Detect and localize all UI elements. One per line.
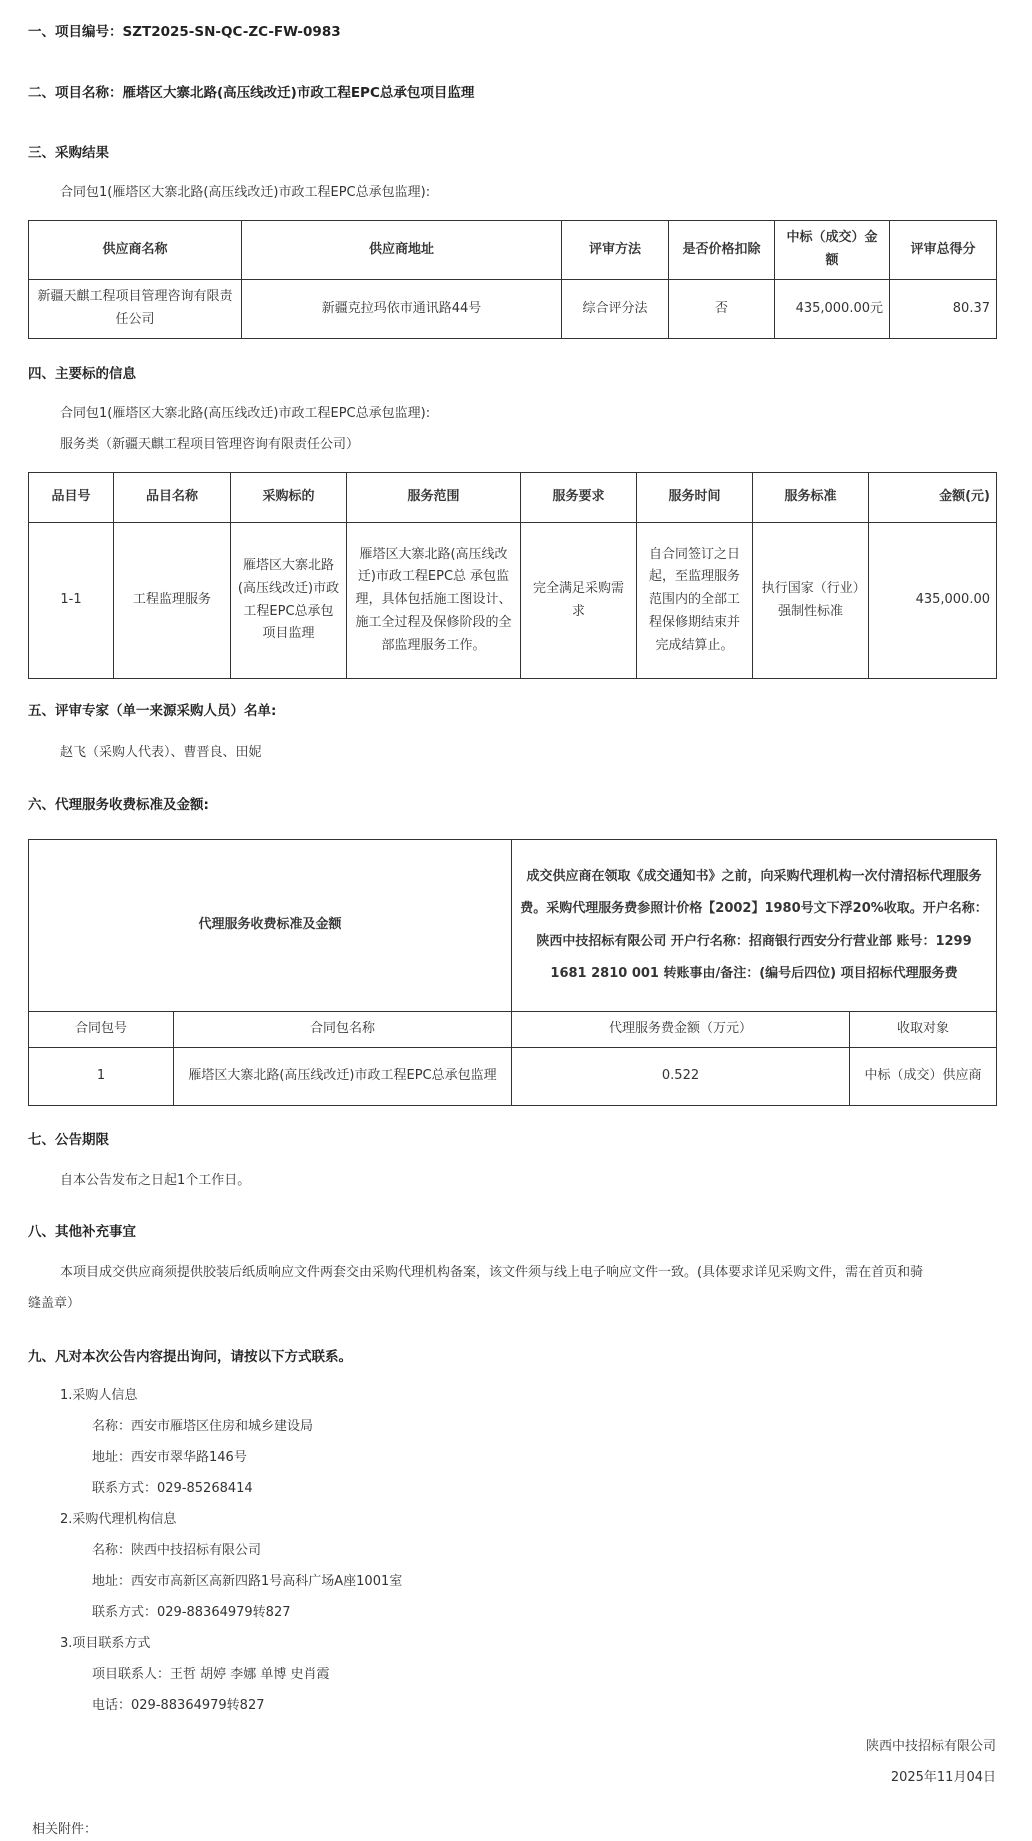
header-package-no: 合同包号 xyxy=(29,1012,174,1048)
cell-supplier-address: 新疆克拉玛依市通讯路44号 xyxy=(242,280,562,339)
section8-title: 八、其他补充事宜 xyxy=(28,1224,136,1240)
header-price-deduction: 是否价格扣除 xyxy=(669,221,775,280)
attachments-label: 相关附件： xyxy=(32,1822,98,1837)
cell-charge-target: 中标（成交）供应商 xyxy=(850,1048,997,1106)
fee-standard-label: 代理服务收费标准及金额 xyxy=(29,840,512,1012)
section6-title: 六、代理服务收费标准及金额: xyxy=(28,797,209,813)
project-contact-phone: 电话：029-88364979转827 xyxy=(92,1698,265,1713)
project-number xyxy=(28,22,341,44)
header-service-scope: 服务范围 xyxy=(347,473,521,523)
section3-package: 合同包1(雁塔区大寨北路(高压线改迁)市政工程EPC总承包监理): xyxy=(60,185,431,200)
table-header-row xyxy=(29,1012,997,1048)
cell-price-deduction: 否 xyxy=(669,280,775,339)
announcement-period: 自本公告发布之日起1个工作日。 xyxy=(60,1173,251,1188)
agency-address: 地址：西安市高新区高新四路1号高科广场A座1001室 xyxy=(92,1574,403,1589)
project-contact-people: 项目联系人：王哲 胡婷 李娜 单博 史肖霞 xyxy=(92,1667,330,1682)
header-service-time: 服务时间 xyxy=(637,473,753,523)
header-item-name: 品目名称 xyxy=(114,473,231,523)
project-number-label: 一、项目编号： xyxy=(28,24,123,40)
fee-standard-notice: 成交供应商在领取《成交通知书》之前，向采购代理机构一次付清招标代理服务费。采购代理服务费参照计价格【2002】1980号文下浮20%收取。开户名称：陕西中技招标有限公司 开户行名称：招商银行西安分行营业部 账号：1299 1681 2810 001 转账事由/备注：(编号后四位) 项目招标代理服务费 xyxy=(512,840,997,1012)
section5-title: 五、评审专家（单一来源采购人员）名单: xyxy=(28,703,277,719)
header-procurement-subject: 采购标的 xyxy=(231,473,347,523)
header-award-amount: 中标（成交）金额 xyxy=(775,221,890,280)
project-contact-heading: 3.项目联系方式 xyxy=(60,1636,151,1651)
table-header-row xyxy=(29,221,997,280)
cell-procurement-subject: 雁塔区大寨北路(高压线改迁)市政工程EPC总承包项目监理 xyxy=(231,523,347,679)
footer-organization: 陕西中技招标有限公司 xyxy=(865,1739,996,1754)
header-supplier-name: 供应商名称 xyxy=(29,221,242,280)
section4-category: 服务类（新疆天麒工程项目管理咨询有限责任公司） xyxy=(60,437,360,452)
purchaser-address: 地址：西安市翠华路146号 xyxy=(92,1450,247,1465)
purchaser-name: 名称：西安市雁塔区住房和城乡建设局 xyxy=(92,1419,314,1434)
cell-service-scope: 雁塔区大寨北路(高压线改迁)市政工程EPC总 承包监理，具体包括施工图设计、施工全过程及保修阶段的全部监理服务工作。 xyxy=(347,523,521,679)
cell-service-standard: 执行国家（行业）强制性标准 xyxy=(753,523,869,679)
supplement-line-1: 本项目成交供应商须提供胶装后纸质响应文件两套交由采购代理机构备案，该文件须与线上电子响应文件一致。(具体要求详见采购文件，需在首页和骑 xyxy=(60,1265,924,1280)
header-amount: 金额(元) xyxy=(869,473,997,523)
cell-review-method: 综合评分法 xyxy=(562,280,669,339)
section3-title: 三、采购结果 xyxy=(28,145,109,161)
cell-item-no: 1-1 xyxy=(29,523,114,679)
purchaser-contact: 联系方式：029-85268414 xyxy=(92,1481,253,1496)
cell-total-score: 80.37 xyxy=(890,280,997,339)
cell-package-name: 雁塔区大寨北路(高压线改迁)市政工程EPC总承包监理 xyxy=(174,1048,512,1106)
agency-info-heading: 2.采购代理机构信息 xyxy=(60,1512,177,1527)
project-number-value: SZT2025-SN-QC-ZC-FW-0983 xyxy=(122,24,341,40)
project-name-label: 二、项目名称： xyxy=(28,85,123,101)
cell-package-no: 1 xyxy=(29,1048,174,1106)
header-item-no: 品目号 xyxy=(29,473,114,523)
section7-title: 七、公告期限 xyxy=(28,1132,109,1148)
agency-name: 名称：陕西中技招标有限公司 xyxy=(92,1543,262,1558)
procurement-result-table xyxy=(28,220,997,339)
cell-item-name: 工程监理服务 xyxy=(114,523,231,679)
header-review-method: 评审方法 xyxy=(562,221,669,280)
agency-fee-table xyxy=(28,839,997,1106)
supplement-line-2: 缝盖章） xyxy=(28,1296,81,1311)
cell-amount: 435,000.00 xyxy=(869,523,997,679)
header-supplier-address: 供应商地址 xyxy=(242,221,562,280)
table-row xyxy=(29,280,997,339)
section4-package: 合同包1(雁塔区大寨北路(高压线改迁)市政工程EPC总承包监理): xyxy=(60,406,431,421)
agency-contact: 联系方式：029-88364979转827 xyxy=(92,1605,291,1620)
section9-title: 九、凡对本次公告内容提出询问，请按以下方式联系。 xyxy=(28,1349,352,1365)
subject-info-table xyxy=(28,472,997,679)
cell-award-amount: 435,000.00元 xyxy=(775,280,890,339)
header-charge-target: 收取对象 xyxy=(850,1012,997,1048)
cell-service-requirement: 完全满足采购需求 xyxy=(521,523,637,679)
header-service-standard: 服务标准 xyxy=(753,473,869,523)
section4-title: 四、主要标的信息 xyxy=(28,366,136,382)
table-row xyxy=(29,1048,997,1106)
expert-list: 赵飞（采购人代表）、曹晋良、田妮 xyxy=(60,745,262,760)
cell-service-time: 自合同签订之日起，至监理服务范围内的全部工程保修期结束并完成结算止。 xyxy=(637,523,753,679)
table-header-row xyxy=(29,473,997,523)
header-service-requirement: 服务要求 xyxy=(521,473,637,523)
project-name-value: 雁塔区大寨北路(高压线改迁)市政工程EPC总承包项目监理 xyxy=(122,85,475,101)
table-row xyxy=(29,523,997,679)
purchaser-info-heading: 1.采购人信息 xyxy=(60,1388,138,1403)
header-package-name: 合同包名称 xyxy=(174,1012,512,1048)
fee-standard-row xyxy=(29,840,997,1012)
project-name xyxy=(28,83,474,105)
header-fee-amount: 代理服务费金额（万元） xyxy=(512,1012,850,1048)
footer-date: 2025年11月04日 xyxy=(890,1770,996,1785)
header-total-score: 评审总得分 xyxy=(890,221,997,280)
cell-supplier-name: 新疆天麒工程项目管理咨询有限责任公司 xyxy=(29,280,242,339)
cell-fee-amount: 0.522 xyxy=(512,1048,850,1106)
